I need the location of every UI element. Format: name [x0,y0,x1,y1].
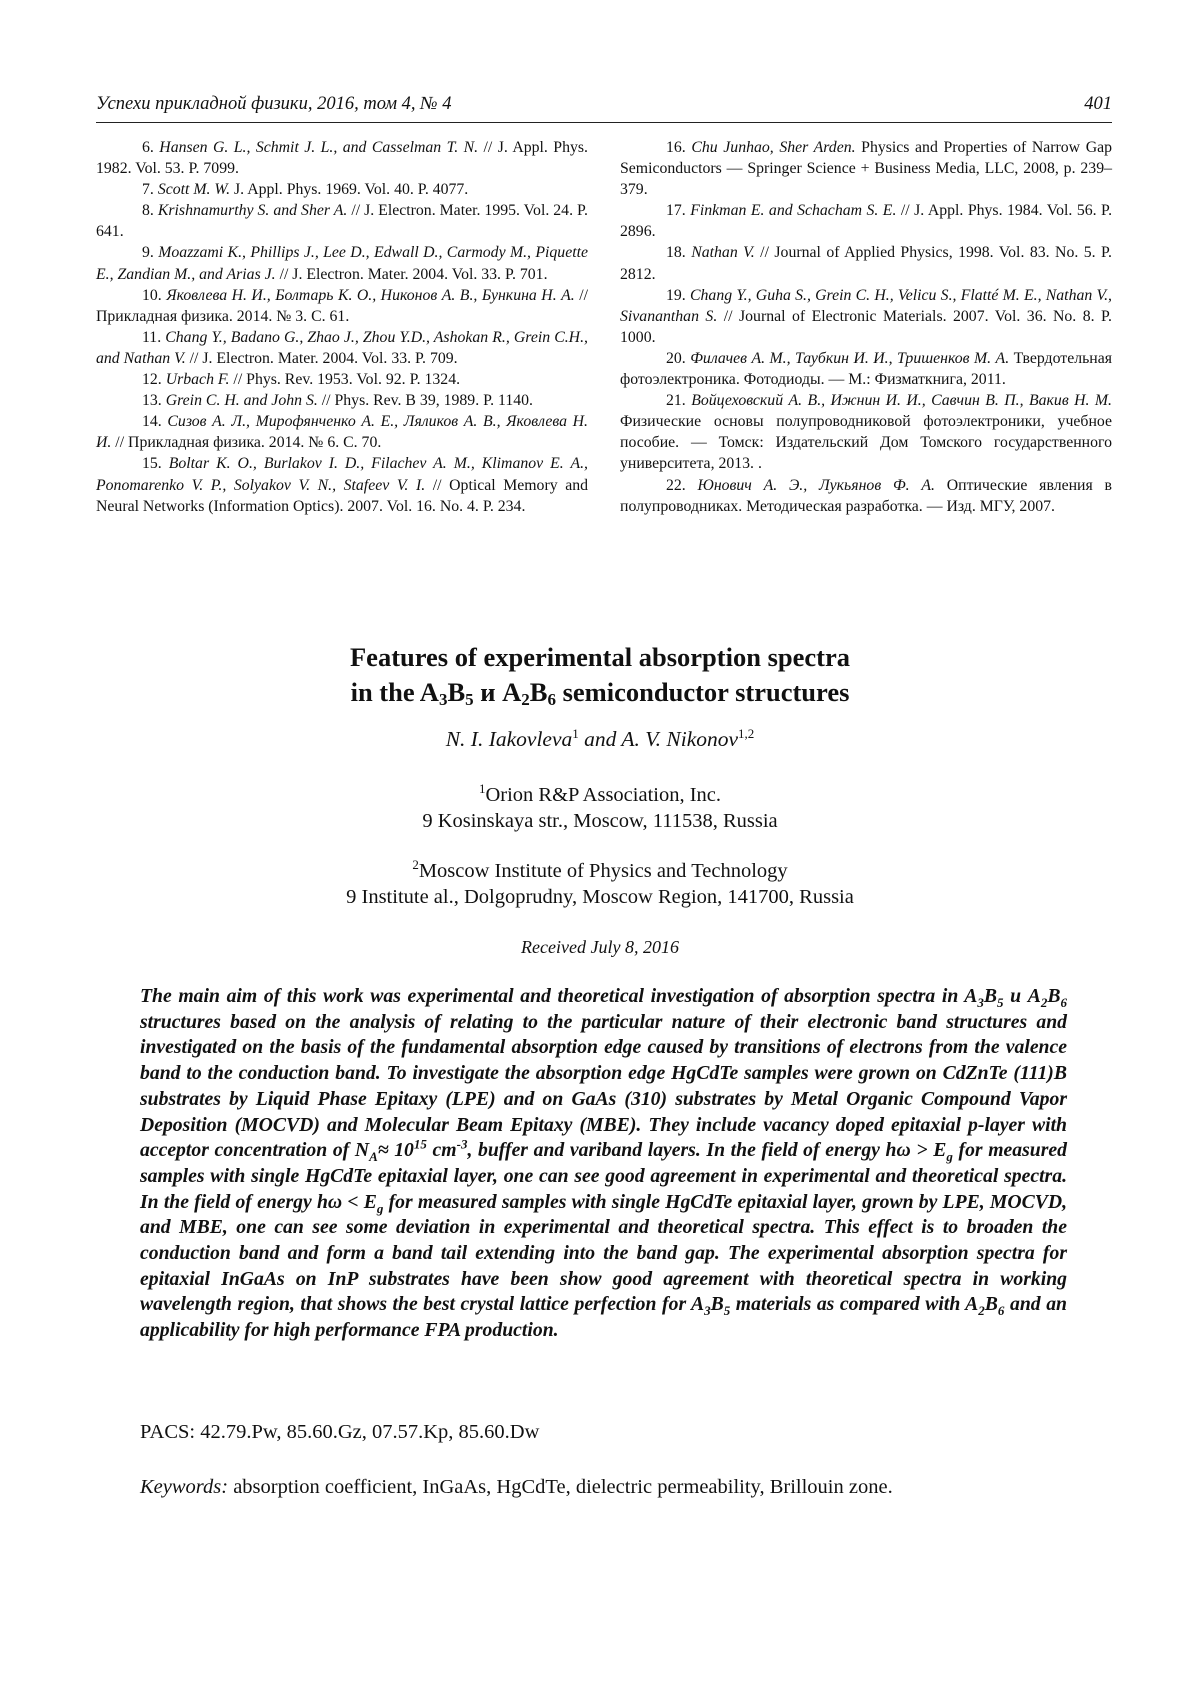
reference-item [620,200,1112,242]
reference-number: 6. [142,139,154,156]
reference-item [620,348,1112,390]
reference-number: 22. [666,476,686,494]
affiliation-2: $^2$Moscow Institute of Physics and Technology 9 Institute al., Dolgoprudny, Moscow Region, 141700, Russia [0,858,1200,910]
reference-item [96,327,588,369]
pacs-codes: PACS: 42.79.Pw, 85.60.Gz, 07.57.Kp, 85.60.Dw [140,1421,540,1443]
journal-title: Успехи прикладной физики, 2016, том 4, № 4 [96,94,452,114]
affiliation-2-address: 9 Institute al., Dolgoprudny, Moscow Region, 141700, Russia [346,886,854,908]
keywords-label: Keywords: [140,1476,229,1498]
article-title [0,640,1200,710]
reference-authors: Boltar K. O., Burlakov I. D., Filachev A. M., Klimanov E. A., Ponomarenko V. P., Solyakov V. N., Stafeev V. I. [96,455,588,494]
reference-authors: Moazzami K., Phillips J., Lee D., Edwall D., Carmody M., Piquette E., Zandian M., and Arias J. [96,244,589,283]
reference-details: // J. Electron. Mater. 1995. Vol. 24. P. 641. [96,202,588,241]
author-1-affiliation-mark: 1 [572,725,579,741]
reference-item [620,137,1112,200]
reference-number: 11. [142,328,162,346]
reference-item [620,285,1112,348]
reference-number: 14. [142,413,162,431]
references-left-column [96,137,588,517]
affiliation-1: $^1$Orion R&P Association, Inc. 9 Kosinskaya str., Moscow, 111538, Russia [0,782,1200,834]
reference-authors: Urbach F. [165,371,230,389]
reference-authors: Finkman E. and Schacham S. E. [690,202,897,220]
reference-number: 15. [142,455,162,473]
reference-number: 17. [666,202,686,220]
reference-details: J. Appl. Phys. 1969. Vol. 40. P. 4077. [230,181,469,199]
reference-item [620,390,1112,474]
reference-authors: Krishnamurthy S. and Sher A. [157,202,348,220]
reference-number: 8. [142,202,154,220]
reference-item [96,137,588,179]
reference-details: // J. Electron. Mater. 2004. Vol. 33. P. 701. [275,265,548,283]
received-date: Received July 8, 2016 [521,937,679,957]
reference-details: Physics and Properties of Narrow Gap Semiconductors — Springer Science + Business Media, LLC, 2008, p. 239–379. [620,139,1113,199]
reference-authors: Hansen G. L., Schmit J. L., and Casselman T. N. [159,139,479,156]
reference-details: // J. Appl. Phys. 1984. Vol. 56. P. 2896. [620,202,1113,241]
reference-authors: Chang Y., Guha S., Grein C. H., Velicu S., Flatté M. E., Nathan V., Sivananthan S. [620,286,1112,325]
affiliation-1-name: Orion R&P Association, Inc. [485,784,722,806]
abstract: The main aim of this work was experimental and theoretical investigation of absorption spectra in $A_3B_5$ и $A_2B_6$ structures based on the analysis of relating to the particular nature of their electronic band structures and investigated on the basis of the fundamental absorption edge caused by transitions of electrons from the valence band to the conduction band. To investigate the absorption edge HgCdTe samples were grown on CdZnTe (111)B substrates by Liquid Phase Epitaxy (LPE) and on GaAs (310) substrates by Metal Organic Compound Vapor Deposition (MOCVD) and Molecular Beam Epitaxy (MBE). They include vacancy doped epitaxial p-layer with acceptor concentration of $N_A\approx 10^{15}$ $cm^{-3}$, buffer and variband layers. In the field of energy $h\omega > E_g$ for measured samples with single HgCdTe epitaxial layer, one can see good agreement in experimental and theoretical spectra. In the field of energy $h\omega < E_g$ for measured samples with single HgCdTe epitaxial layer, grown by LPE, MOCVD, and MBE, one can see some deviation in experimental and theoretical spectra. This effect is to broaden the conduction band and form a band tail extending into the band gap. The experimental absorption spectra for epitaxial InGaAs on InP substrates have been show good agreement with theoretical spectra in working wavelength region, that shows the best crystal lattice perfection for $A_3B_5$ materials as compared with $A_2B_6$ and an applicability for high performance FPA production. [140,985,1067,1342]
reference-item [96,200,588,242]
reference-item [96,242,588,284]
author-2: A. V. Nikonov [621,727,739,751]
reference-number: 19. [666,286,686,304]
keywords-list: absorption coefficient, InGaAs, HgCdTe, dielectric permeability, Brillouin zone. [228,1476,893,1498]
author-2-affiliation-mark: 1,2 [738,725,755,741]
reference-authors: Филачев А. М., Таубкин И. И., Тришенков М. А. [690,349,1010,367]
reference-number: 16. [666,139,686,156]
reference-item [96,285,588,327]
reference-number: 20. [666,349,686,367]
reference-item [96,453,588,516]
reference-details: // J. Electron. Mater. 2004. Vol. 33. P. 709. [185,349,458,367]
reference-details: // Optical Memory and Neural Networks (Information Optics). 2007. Vol. 16. No. 4. P. 234. [96,476,589,515]
reference-number: 10. [142,286,162,304]
reference-details: // J. Appl. Phys. 1982. Vol. 53. P. 7099. [96,139,588,178]
title-line-2: in the $A_3B_5$ и $A_2B_6$ semiconductor structures [350,677,850,709]
reference-item [96,411,588,453]
keywords [140,1474,893,1500]
reference-item [96,369,588,390]
reference-item [96,390,588,411]
references-right-column [620,137,1112,517]
reference-number: 13. [142,392,162,410]
title-line-1: Features of experimental absorption spectra [350,642,850,672]
affiliation-2-name: Moscow Institute of Physics and Technology [418,860,788,882]
reference-details: // Phys. Rev. 1953. Vol. 92. P. 1324. [229,371,461,389]
reference-number: 12. [142,371,162,389]
author-1: N. I. Iakovleva [445,727,573,751]
reference-item [96,179,588,200]
reference-number: 9. [142,244,154,262]
affiliation-1-address: 9 Kosinskaya str., Moscow, 111538, Russia [422,810,778,832]
reference-details: Физические основы полупроводниковой фотоэлектроники, учебное пособие. — Томск: Издательский Дом Томского государственного университета, 2013. . [620,413,1112,473]
reference-item [620,242,1112,284]
page-number: 401 [1084,94,1112,114]
article-authors: N. I. Iakovleva$^1$ and A. V. Nikonov$^{1,2}$ [445,725,755,751]
reference-number: 21. [666,392,686,410]
reference-details: // Прикладная физика. 2014. № 6. С. 70. [111,434,382,452]
reference-authors: Яковлева Н. И., Болтарь К. О., Никонов А. В., Бункина Н. А. [166,286,575,304]
running-header [96,92,1112,123]
reference-details: Твердотельная фотоэлектроника. Фотодиоды. — М.: Физматкнига, 2011. [620,349,1113,389]
reference-authors: Юнович А. Э., Лукьянов Ф. А. [697,476,935,494]
reference-number: 7. [142,181,154,199]
reference-item [620,475,1112,517]
reference-authors: Сизов А. Л., Мирофянченко А. Е., Ляликов А. В., Яковлева Н. И. [96,413,588,452]
reference-details: // Прикладная физика. 2014. № 3. С. 61. [96,286,589,325]
reference-authors: Grein C. H. and John S. [165,392,318,410]
reference-authors: Войцеховский А. В., Ижнин И. И., Савчин В. П., Вакив Н. М. [691,392,1112,410]
reference-authors: Scott M. W. [157,181,231,199]
reference-authors: Chu Junhao, Sher Arden. [691,139,856,156]
reference-details: // Journal of Electronic Materials. 2007. Vol. 36. No. 8. P. 1000. [620,307,1113,346]
reference-details: Оптические явления в полупроводниках. Методическая разработка. — Изд. МГУ, 2007. [620,476,1112,515]
reference-authors: Chang Y., Badano G., Zhao J., Zhou Y.D., Ashokan R., Grein C.H., and Nathan V. [96,328,588,367]
reference-details: // Journal of Applied Physics, 1998. Vol. 83. No. 5. P. 2812. [620,244,1113,283]
reference-authors: Nathan V. [691,244,755,262]
reference-number: 18. [666,244,686,262]
reference-details: // Phys. Rev. B 39, 1989. P. 1140. [317,392,533,410]
